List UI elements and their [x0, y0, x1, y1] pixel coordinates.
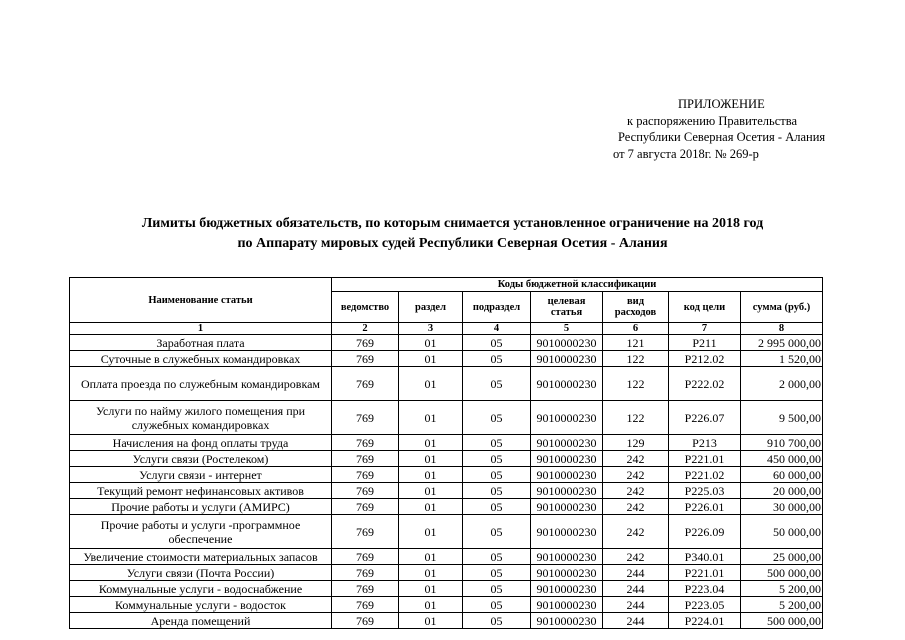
- header-dept: ведомство: [332, 292, 399, 323]
- dept-cell: 769: [332, 581, 399, 597]
- table-row: [70, 483, 823, 499]
- target-item-cell: 9010000230: [531, 467, 603, 483]
- dept-cell: 769: [332, 435, 399, 451]
- item-name-cell: Аренда помещений: [70, 613, 332, 629]
- amount-cell: 20 000,00: [741, 483, 823, 499]
- target-item-cell: 9010000230: [531, 565, 603, 581]
- amount-cell: 5 200,00: [741, 597, 823, 613]
- table-row: [70, 401, 823, 435]
- dept-cell: 769: [332, 613, 399, 629]
- table-row: [70, 351, 823, 367]
- appendix-heading: ПРИЛОЖЕНИЕ: [678, 97, 765, 111]
- amount-cell: 30 000,00: [741, 499, 823, 515]
- table-row: [70, 565, 823, 581]
- target-item-cell: 9010000230: [531, 613, 603, 629]
- goal-code-cell: P226.07: [669, 401, 741, 435]
- expense-type-cell: 242: [603, 467, 669, 483]
- target-item-cell: 9010000230: [531, 581, 603, 597]
- expense-type-cell: 242: [603, 515, 669, 549]
- goal-code-cell: P221.01: [669, 451, 741, 467]
- table-row: [70, 613, 823, 629]
- table-row: [70, 435, 823, 451]
- header-target-item: целевая статья: [531, 292, 603, 323]
- item-name-cell: Увеличение стоимости материальных запасов: [70, 549, 332, 565]
- document-title: [0, 214, 905, 254]
- appendix-line-date: от 7 августа 2018г. № 269-р: [613, 146, 759, 161]
- table-row: [70, 335, 823, 351]
- expense-type-cell: 129: [603, 435, 669, 451]
- amount-cell: 450 000,00: [741, 451, 823, 467]
- expense-type-cell: 244: [603, 597, 669, 613]
- dept-cell: 769: [332, 467, 399, 483]
- budget-table-body: [70, 335, 823, 629]
- dept-cell: 769: [332, 515, 399, 549]
- table-row: [70, 515, 823, 549]
- dept-cell: 769: [332, 597, 399, 613]
- item-name-cell: Услуги связи - интернет: [70, 467, 332, 483]
- goal-code-cell: P223.05: [669, 597, 741, 613]
- section-cell: 01: [399, 467, 463, 483]
- goal-code-cell: P211: [669, 335, 741, 351]
- goal-code-cell: P224.01: [669, 613, 741, 629]
- target-item-cell: 9010000230: [531, 367, 603, 401]
- amount-cell: 25 000,00: [741, 549, 823, 565]
- header-expense-type: вид расходов: [603, 292, 669, 323]
- subsection-cell: 05: [463, 435, 531, 451]
- item-name-cell: Услуги связи (Почта России): [70, 565, 332, 581]
- expense-type-cell: 242: [603, 549, 669, 565]
- table-row: [70, 451, 823, 467]
- goal-code-cell: P226.09: [669, 515, 741, 549]
- column-number: 4: [463, 323, 531, 335]
- section-cell: 01: [399, 499, 463, 515]
- expense-type-cell: 122: [603, 367, 669, 401]
- expense-type-cell: 121: [603, 335, 669, 351]
- table-row: [70, 467, 823, 483]
- section-cell: 01: [399, 367, 463, 401]
- dept-cell: 769: [332, 401, 399, 435]
- target-item-cell: 9010000230: [531, 515, 603, 549]
- target-item-cell: 9010000230: [531, 401, 603, 435]
- target-item-cell: 9010000230: [531, 597, 603, 613]
- item-name-cell: Оплата проезда по служебным командировкам: [70, 367, 332, 401]
- goal-code-cell: P221.01: [669, 565, 741, 581]
- item-name-cell: Прочие работы и услуги -программное обеспечение: [70, 515, 332, 549]
- column-number: 6: [603, 323, 669, 335]
- item-name-cell: Коммунальные услуги - водоснабжение: [70, 581, 332, 597]
- goal-code-cell: P225.03: [669, 483, 741, 499]
- amount-cell: 500 000,00: [741, 565, 823, 581]
- column-number: 8: [741, 323, 823, 335]
- subsection-cell: 05: [463, 451, 531, 467]
- section-cell: 01: [399, 351, 463, 367]
- section-cell: 01: [399, 335, 463, 351]
- column-number: 7: [669, 323, 741, 335]
- column-number: 2: [332, 323, 399, 335]
- item-name-cell: Начисления на фонд оплаты труда: [70, 435, 332, 451]
- header-classification-codes: Коды бюджетной классификации: [332, 278, 823, 292]
- goal-code-cell: P223.04: [669, 581, 741, 597]
- expense-type-cell: 244: [603, 565, 669, 581]
- target-item-cell: 9010000230: [531, 549, 603, 565]
- header-item-name: Наименование статьи: [70, 278, 332, 323]
- target-item-cell: 9010000230: [531, 499, 603, 515]
- target-item-cell: 9010000230: [531, 483, 603, 499]
- dept-cell: 769: [332, 549, 399, 565]
- amount-cell: 2 000,00: [741, 367, 823, 401]
- item-name-cell: Услуги связи (Ростелеком): [70, 451, 332, 467]
- section-cell: 01: [399, 581, 463, 597]
- dept-cell: 769: [332, 483, 399, 499]
- target-item-cell: 9010000230: [531, 435, 603, 451]
- amount-cell: 1 520,00: [741, 351, 823, 367]
- subsection-cell: 05: [463, 351, 531, 367]
- section-cell: 01: [399, 565, 463, 581]
- section-cell: 01: [399, 401, 463, 435]
- dept-cell: 769: [332, 499, 399, 515]
- appendix-block: [580, 96, 880, 162]
- subsection-cell: 05: [463, 515, 531, 549]
- amount-cell: 50 000,00: [741, 515, 823, 549]
- item-name-cell: Прочие работы и услуги (АМИРС): [70, 499, 332, 515]
- appendix-line-order: к распоряжению Правительства: [627, 113, 798, 128]
- subsection-cell: 05: [463, 335, 531, 351]
- table-row: [70, 499, 823, 515]
- section-cell: 01: [399, 435, 463, 451]
- expense-type-cell: 122: [603, 351, 669, 367]
- expense-type-cell: 242: [603, 451, 669, 467]
- amount-cell: 910 700,00: [741, 435, 823, 451]
- item-name-cell: Услуги по найму жилого помещения при служебных командировках: [70, 401, 332, 435]
- title-line-2: по Аппарату мировых судей Республики Северная Осетия - Алания: [237, 236, 668, 251]
- subsection-cell: 05: [463, 565, 531, 581]
- goal-code-cell: P212.02: [669, 351, 741, 367]
- target-item-cell: 9010000230: [531, 351, 603, 367]
- appendix-line-republic: Республики Северная Осетия - Алания: [618, 130, 826, 144]
- amount-cell: 500 000,00: [741, 613, 823, 629]
- subsection-cell: 05: [463, 549, 531, 565]
- table-row: [70, 549, 823, 565]
- dept-cell: 769: [332, 451, 399, 467]
- subsection-cell: 05: [463, 367, 531, 401]
- section-cell: 01: [399, 597, 463, 613]
- dept-cell: 769: [332, 335, 399, 351]
- goal-code-cell: P340.01: [669, 549, 741, 565]
- table-row: [70, 367, 823, 401]
- section-cell: 01: [399, 613, 463, 629]
- target-item-cell: 9010000230: [531, 451, 603, 467]
- subsection-cell: 05: [463, 597, 531, 613]
- section-cell: 01: [399, 515, 463, 549]
- subsection-cell: 05: [463, 401, 531, 435]
- header-subsection: подраздел: [463, 292, 531, 323]
- expense-type-cell: 244: [603, 613, 669, 629]
- expense-type-cell: 122: [603, 401, 669, 435]
- subsection-cell: 05: [463, 499, 531, 515]
- dept-cell: 769: [332, 367, 399, 401]
- amount-cell: 5 200,00: [741, 581, 823, 597]
- item-name-cell: Текущий ремонт нефинансовых активов: [70, 483, 332, 499]
- table-row: [70, 597, 823, 613]
- expense-type-cell: 244: [603, 581, 669, 597]
- amount-cell: 60 000,00: [741, 467, 823, 483]
- subsection-cell: 05: [463, 581, 531, 597]
- expense-type-cell: 242: [603, 499, 669, 515]
- budget-table: [69, 277, 823, 629]
- amount-cell: 2 995 000,00: [741, 335, 823, 351]
- header-amount: сумма (руб.): [741, 292, 823, 323]
- column-number: 1: [70, 323, 332, 335]
- table-row: [70, 581, 823, 597]
- section-cell: 01: [399, 451, 463, 467]
- header-goal-code: код цели: [669, 292, 741, 323]
- subsection-cell: 05: [463, 467, 531, 483]
- goal-code-cell: P221.02: [669, 467, 741, 483]
- goal-code-cell: P213: [669, 435, 741, 451]
- dept-cell: 769: [332, 351, 399, 367]
- item-name-cell: Заработная плата: [70, 335, 332, 351]
- subsection-cell: 05: [463, 613, 531, 629]
- goal-code-cell: P226.01: [669, 499, 741, 515]
- item-name-cell: Коммунальные услуги - водосток: [70, 597, 332, 613]
- expense-type-cell: 242: [603, 483, 669, 499]
- header-section: раздел: [399, 292, 463, 323]
- item-name-cell: Суточные в служебных командировках: [70, 351, 332, 367]
- subsection-cell: 05: [463, 483, 531, 499]
- goal-code-cell: P222.02: [669, 367, 741, 401]
- target-item-cell: 9010000230: [531, 335, 603, 351]
- section-cell: 01: [399, 549, 463, 565]
- dept-cell: 769: [332, 565, 399, 581]
- amount-cell: 9 500,00: [741, 401, 823, 435]
- section-cell: 01: [399, 483, 463, 499]
- column-number: 3: [399, 323, 463, 335]
- column-number: 5: [531, 323, 603, 335]
- title-line-1: Лимиты бюджетных обязательств, по которым снимается установленное ограничение на 2018 год: [141, 216, 764, 231]
